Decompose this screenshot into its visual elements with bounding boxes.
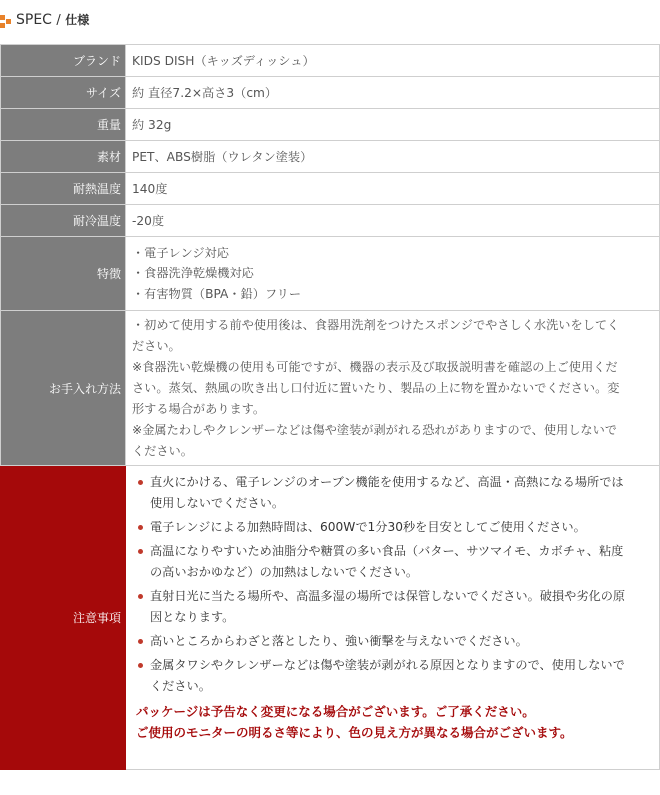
red-bullet-icon xyxy=(138,480,143,485)
size-label: サイズ xyxy=(1,77,126,109)
care-line: ※食器洗い乾燥機の使用も可能ですが、機器の表示及び取扱説明書を確認の上ご使用くだ xyxy=(132,359,618,374)
features-label: 特徴 xyxy=(1,237,126,311)
title-en: SPEC xyxy=(16,12,52,28)
spec-row-size xyxy=(1,77,660,109)
red-bullet-icon xyxy=(138,525,143,530)
care-line: さい。蒸気、熱風の吹き出し口付近に置いたり、製品の上に物を置かないでください。変 xyxy=(132,380,620,395)
caution-line: 金属タワシやクレンザーなどは傷や塗装が剥がれる原因となりますので、使用しないで xyxy=(150,658,625,672)
care-value xyxy=(126,311,660,466)
spec-row-cold xyxy=(1,205,660,237)
weight-label: 重量 xyxy=(1,109,126,141)
cold-label: 耐冷温度 xyxy=(1,205,126,237)
material-value: PET、ABS樹脂（ウレタン塗装） xyxy=(126,141,660,173)
heat-label: 耐熱温度 xyxy=(1,173,126,205)
heat-value: 140度 xyxy=(126,173,660,205)
red-bullet-icon xyxy=(138,549,143,554)
caution-line: の高いおかゆなど）の加熱はしないでください。 xyxy=(150,565,419,579)
notice-line: ご使用のモニターの明るさ等により、色の見え方が異なる場合がございます。 xyxy=(136,725,573,740)
notice-block xyxy=(130,701,653,743)
care-line: ・初めて使用する前や使用後は、食器用洗剤をつけたスポンジでやさしく水洗いをしてく xyxy=(132,317,620,332)
caution-line: 高温になりやすいため油脂分や糖質の多い食品（バター、サツマイモ、カボチャ、粘度 xyxy=(150,544,624,558)
page-title xyxy=(16,11,89,28)
spec-table xyxy=(0,44,660,770)
caution-item xyxy=(130,472,653,514)
spec-row-features xyxy=(1,237,660,311)
feature-line: ・食器洗浄乾燥機対応 xyxy=(132,266,254,281)
care-line: ※金属たわしやクレンザーなどは傷や塗装が剥がれる恐れがありますので、使用しないで xyxy=(132,422,617,437)
title-separator: / xyxy=(56,13,61,28)
notice-line: パッケージは予告なく変更になる場合がございます。ご了承ください。 xyxy=(136,704,535,719)
caution-line: 直射日光に当たる場所や、高温多湿の場所では保管しないでください。破損や劣化の原 xyxy=(150,589,626,603)
care-label: お手入れ方法 xyxy=(1,311,126,466)
caution-item xyxy=(130,655,653,697)
feature-line: ・電子レンジ対応 xyxy=(132,245,229,260)
features-value xyxy=(126,237,660,311)
care-line: 形する場合があります。 xyxy=(132,401,266,416)
caution-list xyxy=(130,472,653,697)
red-bullet-icon xyxy=(138,639,143,644)
brand-value: KIDS DISH（キッズディッシュ） xyxy=(126,45,660,77)
material-label: 素材 xyxy=(1,141,126,173)
red-bullet-icon xyxy=(138,663,143,668)
brand-label: ブランド xyxy=(1,45,126,77)
spec-row-heat xyxy=(1,173,660,205)
spec-row-care xyxy=(1,311,660,466)
spec-row-weight xyxy=(1,109,660,141)
caution-item xyxy=(130,631,653,652)
title-ja: 仕様 xyxy=(65,13,90,27)
orange-squares-logo-icon xyxy=(0,15,12,29)
spec-row-brand xyxy=(1,45,660,77)
caution-line: 使用しないでください。 xyxy=(150,496,285,510)
size-value: 約 直径7.2×高さ3（cm） xyxy=(126,77,660,109)
caution-line: 電子レンジによる加熱時間は、600Wで1分30秒を目安としてご使用ください。 xyxy=(150,520,586,534)
caution-line: 高いところからわざと落としたり、強い衝撃を与えないでください。 xyxy=(150,634,528,648)
cold-value: -20度 xyxy=(126,205,660,237)
caution-item xyxy=(130,541,653,583)
spec-row-material xyxy=(1,141,660,173)
caution-item xyxy=(130,586,653,628)
spec-header xyxy=(0,0,660,44)
caution-line: 因となります。 xyxy=(150,610,235,624)
weight-value: 約 32g xyxy=(126,109,660,141)
care-line: ださい。 xyxy=(132,338,181,353)
red-bullet-icon xyxy=(138,594,143,599)
caution-value xyxy=(126,466,660,770)
caution-line: ください。 xyxy=(150,679,211,693)
caution-line: 直火にかける、電子レンジのオーブン機能を使用するなど、高温・高熱になる場所では xyxy=(150,475,624,489)
spec-row-caution xyxy=(1,466,660,770)
caution-label: 注意事項 xyxy=(1,466,126,770)
care-line: ください。 xyxy=(132,443,193,458)
feature-line: ・有害物質（BPA・鉛）フリー xyxy=(132,286,302,301)
caution-item xyxy=(130,517,653,538)
